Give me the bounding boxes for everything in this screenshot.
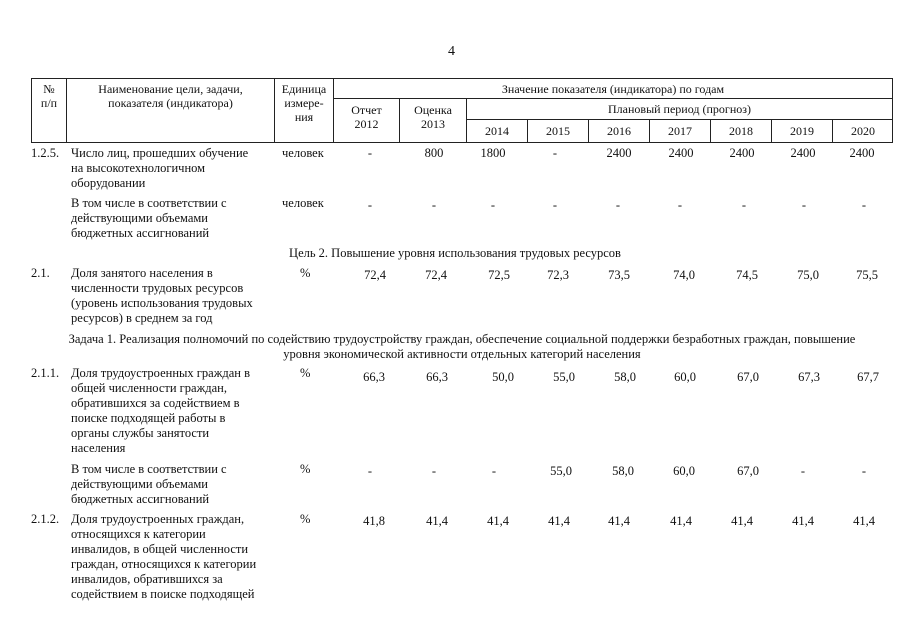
header-unit: Единица измере- ния — [281, 82, 327, 124]
value-2015: 72,3 — [547, 268, 569, 282]
value-2016: 73,5 — [608, 268, 630, 282]
row-number: 2.1.1. — [31, 366, 60, 380]
value-2019: 67,3 — [798, 370, 820, 384]
header-values: Значение показателя (индикатора) по годам — [501, 82, 725, 96]
value-2015: - — [552, 146, 558, 160]
row-name: Доля трудоустроенных граждан в общей численности граждан, обратившихся за содействием в поиске подходящей работы в органы службы занятости населения — [71, 366, 250, 455]
value-report: 41,8 — [363, 514, 385, 528]
row-unit: человек — [282, 196, 324, 210]
value-2019: - — [801, 198, 807, 212]
row-number: 2.1.2. — [31, 512, 60, 526]
value-2014: 1800 — [480, 146, 506, 160]
value-2017: 41,4 — [670, 514, 692, 528]
value-2020: 2400 — [849, 146, 875, 160]
value-2020: - — [861, 464, 867, 478]
value-2014: - — [490, 198, 496, 212]
value-2017: 60,0 — [673, 464, 695, 478]
header-top-border — [31, 78, 893, 79]
value-2020: - — [861, 198, 867, 212]
value-2016: - — [615, 198, 621, 212]
value-2017: 60,0 — [674, 370, 696, 384]
value-2014: 41,4 — [487, 514, 509, 528]
value-report: - — [367, 146, 373, 160]
value-2016: 58,0 — [614, 370, 636, 384]
value-report: - — [367, 464, 373, 478]
value-2018: 67,0 — [737, 464, 759, 478]
section-task-1: Задача 1. Реализация полномочий по содействию трудоустройству граждан, обеспечение социальной поддержки безработных граждан, повышение уровня экономической активности отдельных категорий населения — [68, 332, 856, 361]
row-name: Доля занятого населения в численности трудовых ресурсов (уровень использования трудовых ресурсов) в среднем за год — [71, 266, 253, 325]
values-header-divider — [333, 98, 893, 99]
value-2020: 41,4 — [853, 514, 875, 528]
row-unit: % — [300, 266, 311, 280]
value-2016: 41,4 — [608, 514, 630, 528]
header-year-2019: 2019 — [790, 124, 814, 138]
row-number: 1.2.5. — [31, 146, 60, 160]
header-plan: Плановый период (прогноз) — [608, 102, 751, 116]
value-2015: - — [552, 198, 558, 212]
header-year-2016: 2016 — [607, 124, 631, 138]
value-2018: 41,4 — [731, 514, 753, 528]
value-report: 66,3 — [363, 370, 385, 384]
value-2015: 41,4 — [548, 514, 570, 528]
header-year-2020: 2020 — [851, 124, 875, 138]
row-name: Число лиц, прошедших обучение на высокотехнологичном оборудовании — [71, 146, 249, 190]
value-2017: - — [677, 198, 683, 212]
value-2018: 2400 — [729, 146, 755, 160]
plan-header-divider — [466, 119, 893, 120]
value-2016: 2400 — [606, 146, 632, 160]
header-estimate: Оценка 2013 — [414, 103, 452, 131]
row-unit: человек — [282, 146, 324, 160]
page-number: 4 — [448, 44, 455, 59]
header-bottom-border — [31, 142, 893, 143]
value-2015: 55,0 — [550, 464, 572, 478]
value-report: - — [367, 198, 373, 212]
header-name: Наименование цели, задачи, показателя (индикатора) — [98, 82, 243, 110]
header-year-2018: 2018 — [729, 124, 753, 138]
header-year-2015: 2015 — [546, 124, 570, 138]
value-2016: 58,0 — [612, 464, 634, 478]
value-2018: - — [741, 198, 747, 212]
header-year-2014: 2014 — [485, 124, 509, 138]
value-estimate: 66,3 — [426, 370, 448, 384]
value-2020: 67,7 — [857, 370, 879, 384]
value-2014: 50,0 — [492, 370, 514, 384]
header-year-2017: 2017 — [668, 124, 692, 138]
value-estimate: - — [431, 198, 437, 212]
row-unit: % — [300, 512, 311, 526]
value-report: 72,4 — [364, 268, 386, 282]
row-number: 2.1. — [31, 266, 50, 280]
row-unit: % — [300, 462, 311, 476]
section-goal-2: Цель 2. Повышение уровня использования трудовых ресурсов — [289, 246, 621, 260]
row-name: Доля трудоустроенных граждан, относящихся к категории инвалидов, в общей численности граждан, относящихся к категории инвалидов, обратившихся за содействием в поиске подходящей — [71, 512, 257, 601]
row-unit: % — [300, 366, 311, 380]
value-2019: 41,4 — [792, 514, 814, 528]
value-estimate: - — [431, 464, 437, 478]
value-2015: 55,0 — [553, 370, 575, 384]
value-2017: 2400 — [668, 146, 694, 160]
value-2020: 75,5 — [856, 268, 878, 282]
value-2017: 74,0 — [673, 268, 695, 282]
value-2018: 74,5 — [736, 268, 758, 282]
header-report: Отчет 2012 — [351, 103, 382, 131]
header-num: № п/п — [40, 82, 58, 110]
value-2019: 75,0 — [797, 268, 819, 282]
value-2019: - — [800, 464, 806, 478]
value-2019: 2400 — [790, 146, 816, 160]
row-name: В том числе в соответствии с действующими объемами бюджетных ассигнований — [71, 196, 227, 240]
value-2018: 67,0 — [737, 370, 759, 384]
value-2014: 72,5 — [488, 268, 510, 282]
value-estimate: 800 — [424, 146, 444, 160]
value-2014: - — [491, 464, 497, 478]
value-estimate: 41,4 — [426, 514, 448, 528]
value-estimate: 72,4 — [425, 268, 447, 282]
row-name: В том числе в соответствии с действующими объемами бюджетных ассигнований — [71, 462, 227, 506]
